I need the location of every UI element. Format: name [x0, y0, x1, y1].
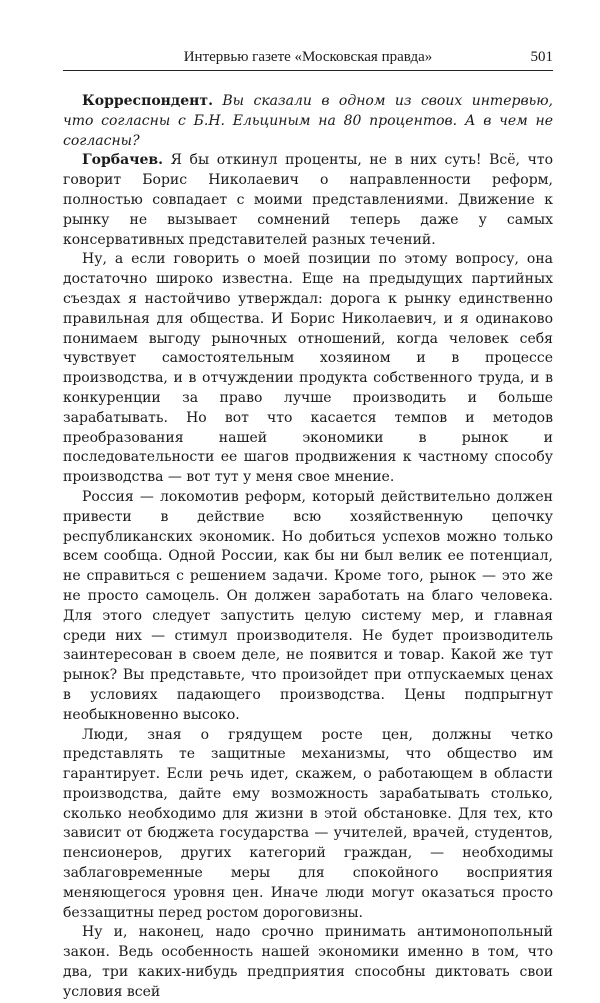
answer-text: Я бы откинул проценты, не в них суть! Всё, что говорит Борис Николаевич о направленности реформ, полностью совпадает с моими представлениями. Движение к рынку не вызывает сомнений теперь даже у самых консервативных представителей разных течений. [63, 152, 554, 248]
running-title: Интервью газете «Московская правда» [183, 49, 433, 65]
article-body [63, 92, 553, 1003]
answer-speaker: Горбачев. [82, 152, 163, 169]
question-paragraph [63, 92, 553, 151]
page-header [63, 44, 553, 72]
body-paragraph-1: Ну, а если говорить о моей позиции по этому вопросу, она достаточно широко известна. Еще на предыдущих партийных съездах я настойчиво утверждал: дорога к рынку единственно правильная для общества. И Борис Николаевич, и я одинаково понимаем выгоду рыночных отношений, когда человек себя чувствует самостоятельным хозяином и в процессе производства, и в отчуждении продукта собственного труда, и в конкуренции за право лучше производить и больше зарабатывать. Но вот что касается темпов и методов преобразования нашей экономики в рынок и последовательности ее шагов продвижения к частному способу производства — вот тут у меня свое мнение. [63, 251, 553, 486]
body-paragraph-4: Ну и, наконец, надо срочно принимать антимонопольный закон. Ведь особенность нашей экономики именно в том, что два, три каких-нибудь предприятия способны диктовать свои условия всей [63, 924, 553, 1000]
body-paragraph-2: Россия — локомотив реформ, который действительно должен привести в действие всю хозяйственную цепочку республиканских экономик. Но добиться успехов можно только всем сообща. Одной России, как бы ни был велик ее потенциал, не справиться с решением задачи. Кроме того, рынок — это же не просто самоцель. Он должен заработать на благо человека. Для этого следует запустить целую систему мер, и главная среди них — стимул производителя. Не будет производитель заинтересован в своем деле, не появится и товар. Какой же тут рынок? Вы представьте, что произойдет при отпускаемых ценах в условиях падающего производства. Цены подпрыгнут необыкновенно высоко. [63, 488, 553, 723]
header-rule [63, 70, 553, 71]
body-paragraph-3: Люди, зная о грядущем росте цен, должны четко представлять те защитные механизмы, что общество им гарантирует. Если речь идет, скажем, о работающем в области производства, дайте ему возможность зарабатывать столько, сколько необходимо для жизни в этой обстановке. Для тех, кто зависит от бюджета государства — учителей, врачей, студентов, пенсионеров, других категорий граждан, — необходимы заблаговременные меры для спокойного восприятия меняющегося уровня цен. Иначе люди могут оказаться просто беззащитны перед ростом дороговизны. [63, 726, 553, 921]
question-speaker: Корреспондент. [82, 93, 213, 109]
answer-paragraph [63, 151, 553, 250]
question-text: Вы сказали в одном из своих интервью, что согласны с Б.Н. Ельциным на 80 процентов. А в чем не согласны? [63, 93, 553, 149]
page-number: 501 [530, 49, 553, 65]
